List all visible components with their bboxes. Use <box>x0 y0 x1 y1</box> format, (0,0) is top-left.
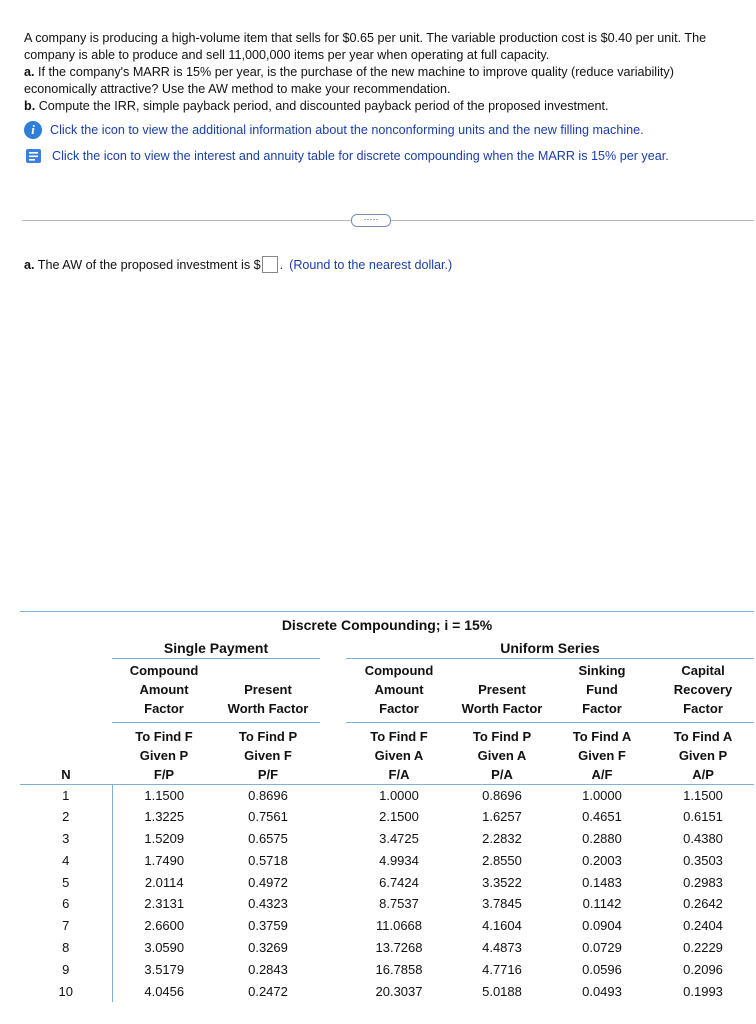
rounding-hint: (Round to the nearest dollar.) <box>289 257 453 272</box>
sym-fa: F/A <box>346 765 452 785</box>
cell-pf: 0.7561 <box>248 809 288 825</box>
cell-fp: 4.0456 <box>144 983 185 999</box>
given-pf: Given F <box>244 747 292 763</box>
cell-fa: 1.0000 <box>379 787 419 803</box>
part-a-label: a. <box>24 65 35 79</box>
spacer-cell <box>320 850 346 872</box>
table-link[interactable]: Click the icon to view the interest and annuity table for discrete compounding when the MARR is 15% per year. <box>52 148 669 163</box>
cell-fa: 6.7424 <box>379 874 419 890</box>
table-row <box>20 806 754 828</box>
answer-text: The AW of the proposed investment is $ <box>34 257 261 272</box>
spacer-cell <box>320 806 346 828</box>
cell-ap: 0.1993 <box>683 983 723 999</box>
cell-af: 1.0000 <box>582 787 622 803</box>
n-header: N <box>20 765 112 785</box>
table-link-row[interactable] <box>24 145 740 167</box>
sym-pa: P/A <box>452 765 552 785</box>
cell-fa: 16.7858 <box>375 961 423 977</box>
cell-pa: 3.3522 <box>482 874 522 890</box>
sym-af: A/F <box>552 765 652 785</box>
spacer-cell <box>320 915 346 937</box>
cell-fa: 11.0668 <box>375 918 423 934</box>
aw-answer-input[interactable] <box>262 256 278 273</box>
cell-pa: 2.8550 <box>482 852 522 868</box>
cell-pf: 0.8696 <box>248 787 288 803</box>
spacer-cell <box>320 872 346 894</box>
cell-pf: 0.6575 <box>248 831 288 847</box>
cell-pa: 0.8696 <box>482 787 522 803</box>
find-af: To Find A <box>572 728 632 744</box>
cell-fp: 1.5209 <box>144 831 185 847</box>
cell-n: 1 <box>20 784 112 806</box>
col-header-fp: Compound Amount Factor <box>112 659 216 723</box>
given-ap: Given P <box>678 747 728 763</box>
cell-n: 9 <box>20 959 112 981</box>
col-header-fa: Compound Amount Factor <box>346 659 452 723</box>
cell-af: 0.0729 <box>582 940 622 956</box>
table-row <box>20 959 754 981</box>
given-fp: Given P <box>139 747 189 763</box>
cell-ap: 0.2229 <box>683 940 723 956</box>
table-row <box>20 893 754 915</box>
cell-af: 0.0493 <box>582 983 622 999</box>
cell-fp: 3.0590 <box>144 940 185 956</box>
cell-af: 0.4651 <box>582 809 622 825</box>
cell-pf: 0.4972 <box>248 874 288 890</box>
cell-fa: 13.7268 <box>375 940 423 956</box>
table-row <box>20 850 754 872</box>
info-icon[interactable]: i <box>24 121 42 139</box>
cell-fp: 1.1500 <box>144 787 185 803</box>
cell-pf: 0.3759 <box>248 918 288 934</box>
cell-ap: 0.2096 <box>683 961 723 977</box>
cell-pa: 1.6257 <box>482 809 522 825</box>
cell-pa: 3.7845 <box>482 896 522 912</box>
table-row <box>20 828 754 850</box>
find-pa: To Find P <box>472 728 532 744</box>
cell-af: 0.0596 <box>582 961 622 977</box>
cell-pa: 4.4873 <box>482 940 522 956</box>
table-row <box>20 872 754 894</box>
cell-pf: 0.3269 <box>248 940 288 956</box>
table-body <box>20 784 754 1002</box>
book-icon[interactable] <box>24 147 44 165</box>
cell-pf: 0.2472 <box>248 983 288 999</box>
answer-period: . <box>279 257 284 272</box>
cell-fp: 2.0114 <box>144 874 184 890</box>
group-uniform-series: Uniform Series <box>346 638 754 659</box>
find-fp: To Find F <box>135 728 193 744</box>
col-header-ap: Capital Recovery Factor <box>652 659 754 723</box>
table-title: Discrete Compounding; i = 15% <box>20 612 754 639</box>
spacer-cell <box>320 893 346 915</box>
col-header-pf: Present Worth Factor <box>216 659 320 723</box>
find-pf: To Find P <box>238 728 298 744</box>
sym-fp: F/P <box>112 765 216 785</box>
cell-ap: 0.2983 <box>683 874 723 890</box>
cell-n: 3 <box>20 828 112 850</box>
cell-n: 7 <box>20 915 112 937</box>
given-fa: Given A <box>374 747 424 763</box>
cell-fa: 4.9934 <box>379 852 419 868</box>
info-link[interactable]: Click the icon to view the additional information about the nonconforming units and the new filling machine. <box>50 122 644 137</box>
table-row <box>20 937 754 959</box>
sym-ap: A/P <box>652 765 754 785</box>
cell-n: 10 <box>20 981 112 1003</box>
given-af: Given F <box>578 747 626 763</box>
cell-ap: 0.6151 <box>683 809 723 825</box>
cell-ap: 0.2404 <box>683 918 723 934</box>
part-b-question <box>24 98 740 115</box>
problem-intro: A company is producing a high-volume item that sells for $0.65 per unit. The variable production cost is $0.40 per unit. The company is able to produce and sell 11,000,000 items per year when operating at full capacity. <box>24 31 707 62</box>
answer-part-label: a. <box>24 257 35 272</box>
cell-af: 0.0904 <box>582 918 622 934</box>
cell-pf: 0.2843 <box>248 961 288 977</box>
given-pa: Given A <box>477 747 527 763</box>
part-b-text: Compute the IRR, simple payback period, and discounted payback period of the proposed investment. <box>35 99 609 113</box>
sym-pf: P/F <box>216 765 320 785</box>
cell-fa: 20.3037 <box>375 983 423 999</box>
find-ap: To Find A <box>673 728 733 744</box>
interest-table <box>20 611 754 1002</box>
cell-fp: 1.7490 <box>144 852 185 868</box>
find-fa: To Find F <box>370 728 428 744</box>
cell-fa: 2.1500 <box>379 809 419 825</box>
expand-button[interactable]: ····· <box>351 214 391 227</box>
cell-n: 4 <box>20 850 112 872</box>
cell-fa: 8.7537 <box>379 896 419 912</box>
spacer-cell <box>320 828 346 850</box>
cell-n: 5 <box>20 872 112 894</box>
table-row <box>20 784 754 806</box>
cell-pa: 4.1604 <box>482 918 522 934</box>
cell-pa: 5.0188 <box>482 983 522 999</box>
answer-line <box>24 256 452 273</box>
col-header-af: Sinking Fund Factor <box>552 659 652 723</box>
cell-n: 6 <box>20 893 112 915</box>
info-link-row[interactable] <box>24 119 740 141</box>
cell-pa: 4.7716 <box>482 961 522 977</box>
cell-ap: 0.2642 <box>683 896 723 912</box>
cell-af: 0.1142 <box>582 896 622 912</box>
spacer-cell <box>320 959 346 981</box>
cell-pa: 2.2832 <box>482 831 522 847</box>
spacer-cell <box>320 937 346 959</box>
discrete-compounding-table <box>20 611 754 1002</box>
cell-fp: 2.3131 <box>144 896 185 912</box>
cell-fp: 3.5179 <box>144 961 185 977</box>
table-row <box>20 915 754 937</box>
cell-fp: 1.3225 <box>144 809 185 825</box>
spacer-cell <box>320 784 346 806</box>
cell-ap: 0.3503 <box>683 852 723 868</box>
cell-af: 0.2880 <box>582 831 622 847</box>
table-row <box>20 981 754 1003</box>
part-b-label: b. <box>24 99 36 113</box>
problem-statement <box>24 30 740 167</box>
cell-n: 8 <box>20 937 112 959</box>
part-a-text: If the company's MARR is 15% per year, is the purchase of the new machine to improve quality (reduce variability) economically attractive? Use the AW method to make your recommendation. <box>24 65 674 96</box>
cell-fa: 3.4725 <box>379 831 419 847</box>
cell-af: 0.2003 <box>582 852 622 868</box>
cell-af: 0.1483 <box>582 874 622 890</box>
spacer-cell <box>320 981 346 1003</box>
part-a-question <box>24 64 740 98</box>
cell-ap: 0.4380 <box>683 831 723 847</box>
cell-n: 2 <box>20 806 112 828</box>
cell-ap: 1.1500 <box>683 787 723 803</box>
group-single-payment: Single Payment <box>112 638 320 659</box>
cell-pf: 0.5718 <box>248 852 288 868</box>
cell-fp: 2.6600 <box>144 918 185 934</box>
cell-pf: 0.4323 <box>248 896 288 912</box>
col-header-pa: Present Worth Factor <box>452 659 552 723</box>
